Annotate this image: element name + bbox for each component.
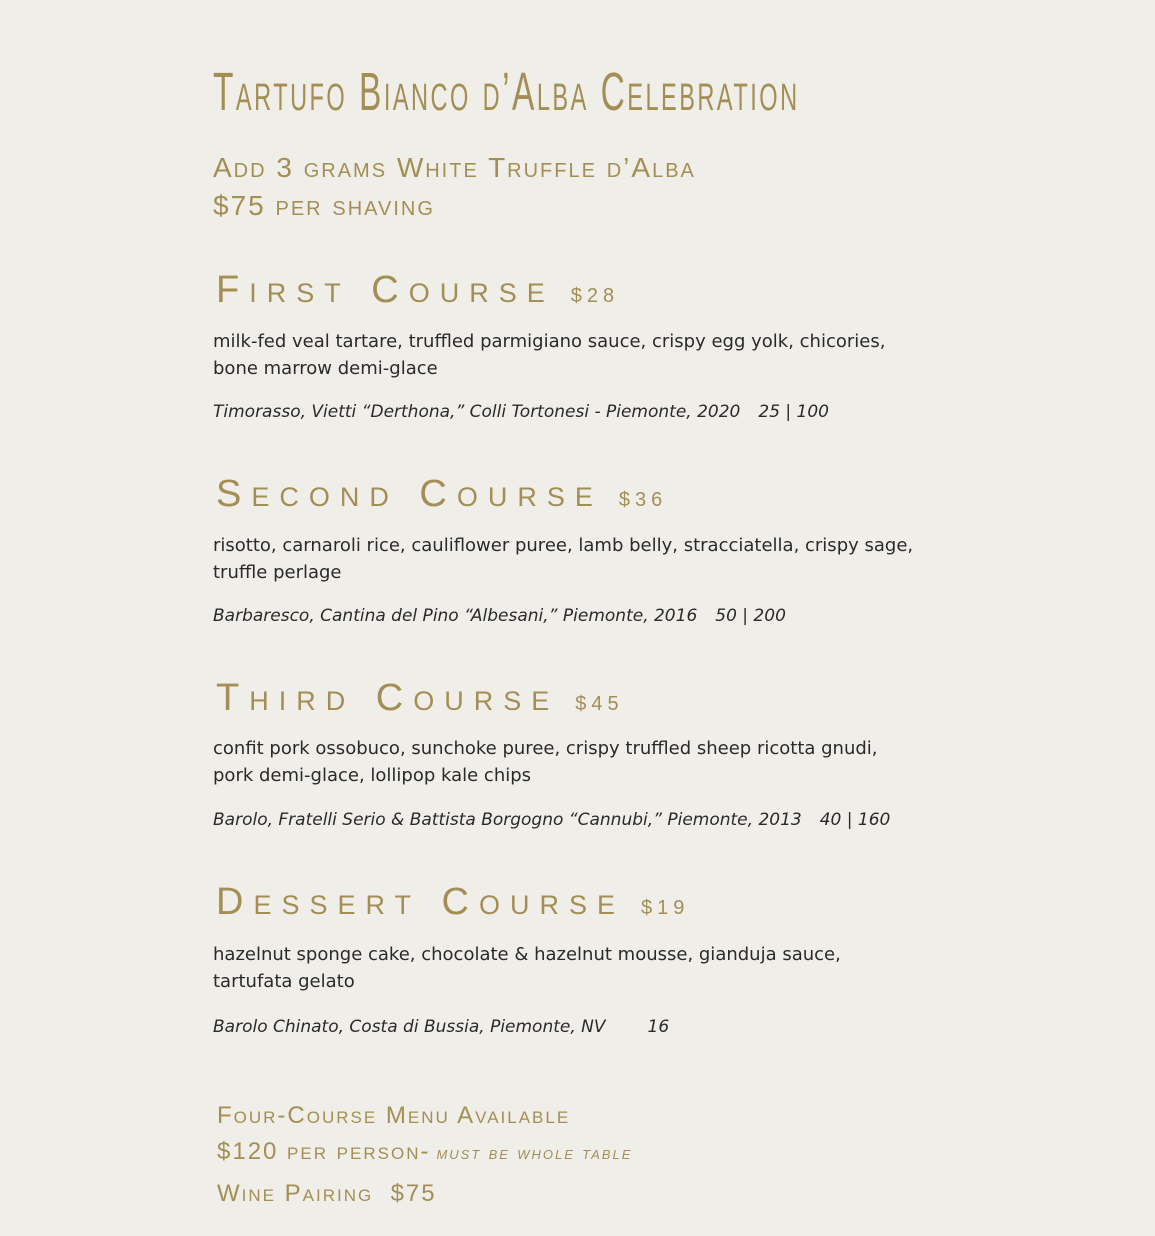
per-person-note: must be whole table bbox=[436, 1143, 633, 1164]
course-name: Second Course bbox=[216, 473, 603, 515]
wine-price: 50 | 200 bbox=[715, 606, 786, 626]
four-course-menu-label: Four-Course Menu Available bbox=[217, 1102, 571, 1129]
per-person-text: $120 per person- bbox=[217, 1138, 431, 1165]
wine-pairing-price: Wine Pairing $75 bbox=[217, 1180, 437, 1207]
first-course-wine bbox=[213, 401, 829, 423]
second-course-heading bbox=[216, 472, 667, 523]
course-name: Dessert Course bbox=[216, 881, 625, 923]
menu-title: Tartufo Bianco d’Alba Celebration bbox=[213, 62, 800, 122]
third-course-heading bbox=[216, 676, 624, 727]
course-name: Third Course bbox=[216, 677, 560, 719]
dessert-course-heading bbox=[216, 880, 689, 931]
course-price: $28 bbox=[570, 285, 620, 307]
second-course-description bbox=[213, 532, 953, 586]
wine-price: 25 | 100 bbox=[758, 402, 829, 422]
per-person-price bbox=[217, 1136, 632, 1170]
description-line: bone marrow demi-glace bbox=[213, 358, 438, 379]
description-line: tartufata gelato bbox=[213, 971, 355, 992]
wine-name: Barbaresco, Cantina del Pino “Albesani,” Piemonte, 2016 bbox=[213, 606, 698, 626]
second-course-wine bbox=[213, 605, 786, 627]
course-name: First Course bbox=[216, 269, 555, 311]
first-course-description bbox=[213, 328, 953, 382]
truffle-addon-line: Add 3 grams White Truffle d’Alba bbox=[213, 152, 696, 183]
first-course-heading bbox=[216, 268, 619, 319]
third-course-description bbox=[213, 735, 953, 789]
third-course-wine bbox=[213, 809, 890, 831]
description-line: truffle perlage bbox=[213, 562, 342, 583]
description-line: milk-fed veal tartare, truffled parmigiano sauce, crispy egg yolk, chicories, bbox=[213, 331, 886, 352]
course-price: $36 bbox=[618, 489, 668, 511]
description-line: confit pork ossobuco, sunchoke puree, crispy truffled sheep ricotta gnudi, bbox=[213, 738, 878, 759]
wine-price: 40 | 160 bbox=[819, 810, 891, 830]
dessert-course-wine bbox=[213, 1016, 669, 1038]
wine-name: Barolo, Fratelli Serio & Battista Borgogno “Cannubi,” Piemonte, 2013 bbox=[213, 810, 802, 830]
truffle-price-line: $75 per shaving bbox=[213, 190, 435, 221]
wine-price: 16 bbox=[647, 1017, 670, 1037]
description-line: risotto, carnaroli rice, cauliflower puree, lamb belly, stracciatella, crispy sage, bbox=[213, 535, 914, 556]
description-line: hazelnut sponge cake, chocolate & hazelnut mousse, gianduja sauce, bbox=[213, 944, 841, 965]
dessert-course-description bbox=[213, 941, 953, 995]
wine-name: Timorasso, Vietti “Derthona,” Colli Tortonesi - Piemonte, 2020 bbox=[213, 402, 741, 422]
course-price: $45 bbox=[575, 693, 624, 715]
description-line: pork demi-glace, lollipop kale chips bbox=[213, 765, 532, 786]
course-price: $19 bbox=[641, 897, 690, 919]
wine-name: Barolo Chinato, Costa di Bussia, Piemonte, NV bbox=[213, 1017, 606, 1037]
